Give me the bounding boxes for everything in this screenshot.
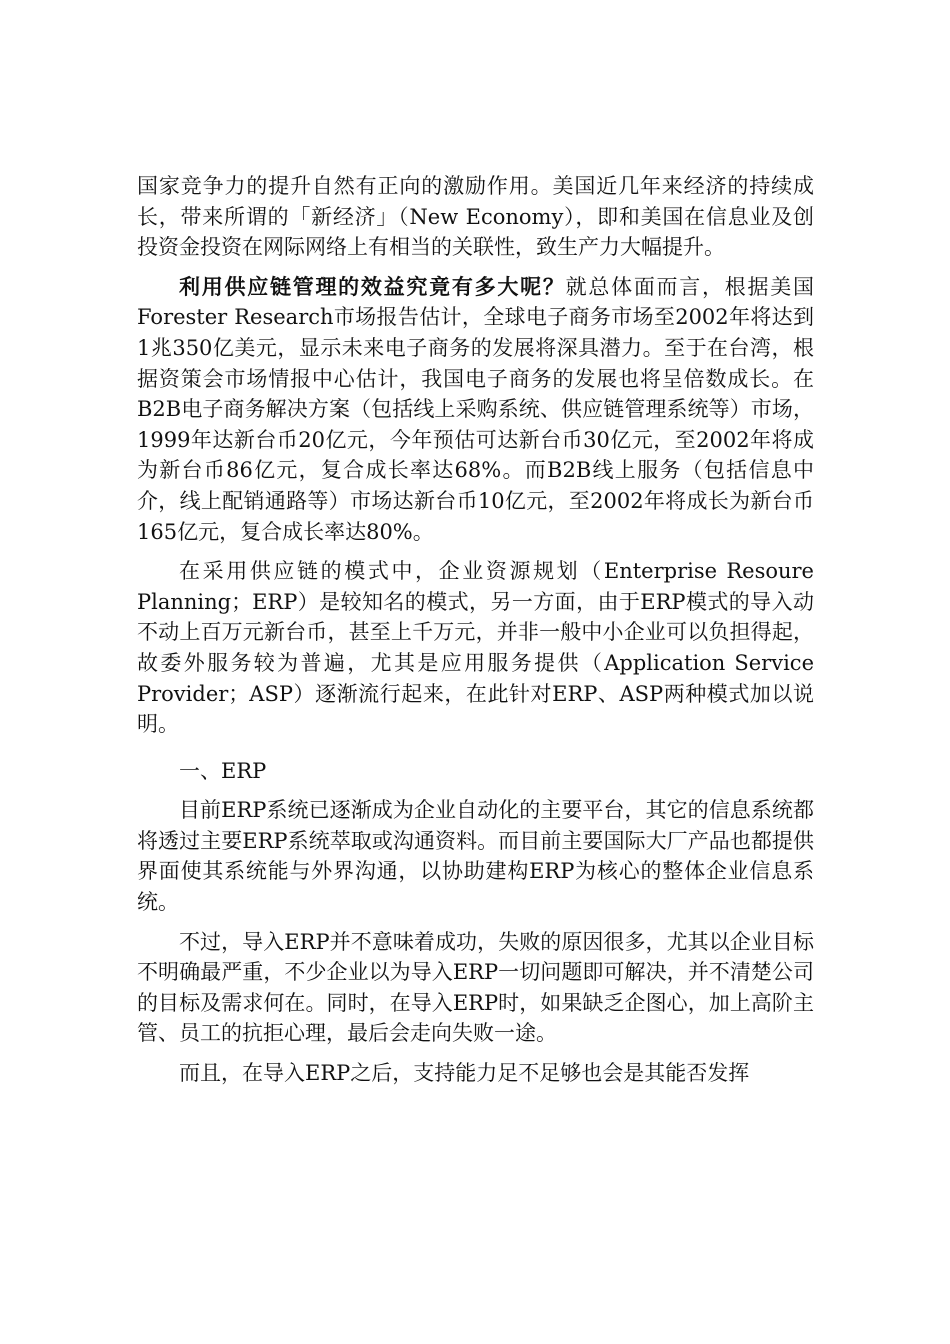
paragraph-erp-platform: 目前ERP系统已逐渐成为企业自动化的主要平台，其它的信息系统都将透过主要ERP系统萃取或沟通资料。而目前主要国际大厂产品也都提供界面使其系统能与外界沟通，以协助建构ERP为核心的整体企业信息系统。 bbox=[137, 798, 814, 915]
paragraph-erp-support: 而且，在导入ERP之后，支持能力足不足够也会是其能否发挥 bbox=[179, 1061, 750, 1086]
paragraph-lead-question: 利用供应链管理的效益究竟有多大呢？ bbox=[179, 273, 566, 299]
paragraph-supply-chain-benefits bbox=[137, 272, 814, 547]
paragraph-supply-chain-models: 在采用供应链的模式中，企业资源规划（Enterprise Resoure Planning；ERP）是较知名的模式，另一方面，由于ERP模式的导入动不动上百万元新台币，甚至上千万元，并非一般中小企业可以负担得起，故委外服务较为普遍，尤其是应用服务提供（Application Service Provider；ASP）逐渐流行起来，在此针对ERP、ASP两种模式加以说明。 bbox=[137, 559, 814, 737]
paragraph-erp-failure: 不过，导入ERP并不意味着成功，失败的原因很多，尤其以企业目标不明确最严重，不少企业以为导入ERP一切问题即可解决，并不清楚公司的目标及需求何在。同时，在导入ERP时，如果缺乏企图心，加上高阶主管、员工的抗拒心理，最后会走向失败一途。 bbox=[137, 929, 814, 1046]
paragraph-supply-chain-body: 就总体面而言，根据美国Forester Research市场报告估计，全球电子商务市场至2002年将达到1兆350亿美元，显示未来电子商务的发展将深具潜力。至于在台湾，根据资策会市场情报中心估计，我国电子商务的发展也将呈倍数成长。在B2B电子商务解决方案（包括线上采购系统、供应链管理系统等）市场，1999年达新台币20亿元，今年预估可达新台币30亿元，至2002年将成为新台币86亿元，复合成长率达68%。而B2B线上服务（包括信息中介，线上配销通路等）市场达新台币10亿元，至2002年将成长为新台币165亿元，复合成长率达80%。 bbox=[137, 274, 815, 544]
document-body bbox=[137, 171, 814, 1098]
paragraph-national-competitiveness: 国家竞争力的提升自然有正向的激励作用。美国近几年来经济的持续成长，带来所谓的「新经济」（New Economy），即和美国在信息业及创投资金投资在网际网络上有相当的关联性，致生产力大幅提升。 bbox=[137, 174, 814, 260]
section-heading-erp: 一、ERP bbox=[179, 758, 267, 783]
